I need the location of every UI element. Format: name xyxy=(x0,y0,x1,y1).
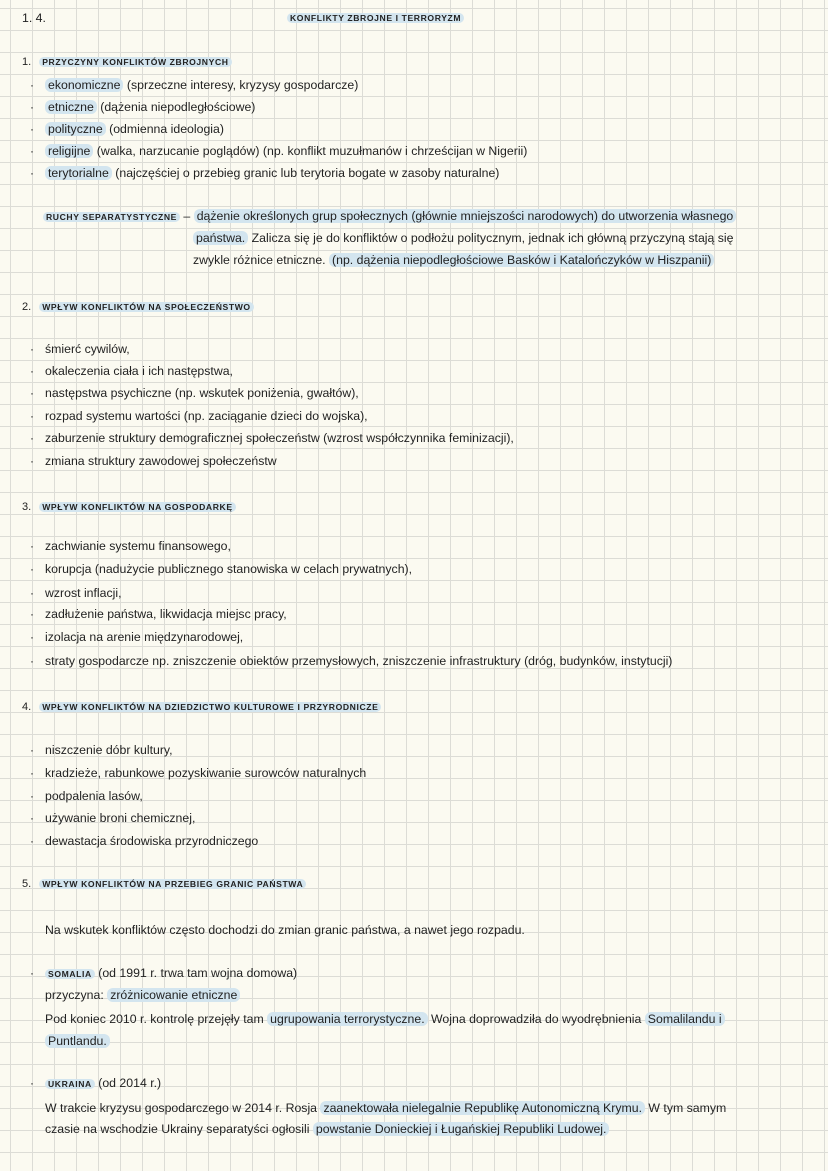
bullet-icon: · xyxy=(30,122,34,136)
list-item xyxy=(30,1075,162,1092)
highlighted-text: RUCHY SEPARATYSTYCZNE xyxy=(43,212,180,222)
text: podpalenia lasów, xyxy=(45,789,143,803)
highlighted-text: Somalilandu i xyxy=(645,1012,725,1026)
list-item xyxy=(30,585,122,601)
section-number: 2. xyxy=(22,301,32,313)
highlighted-text: terytorialne xyxy=(45,166,112,180)
bullet-icon: · xyxy=(30,342,34,356)
text: zwykle różnice etniczne. xyxy=(193,253,330,267)
text: W tym samym xyxy=(644,1101,727,1115)
text-line xyxy=(45,1121,609,1137)
bullet-icon: · xyxy=(30,431,34,445)
highlighted-text: zaanektowała nielegalnie Republikę Autonomiczną Krymu. xyxy=(320,1101,645,1115)
bullet-icon: · xyxy=(30,539,34,553)
highlighted-text: WPŁYW KONFLIKTÓW NA SPOŁECZEŃSTWO xyxy=(39,302,254,312)
highlighted-text: dążenie określonych grup społecznych (głównie mniejszości narodowych) do utworzenia własnego xyxy=(194,209,737,223)
text: zachwianie systemu finansowego, xyxy=(45,539,231,553)
list-item xyxy=(30,765,367,781)
text: 1. 4. xyxy=(22,11,46,25)
text: niszczenie dóbr kultury, xyxy=(45,743,173,757)
bullet-icon: · xyxy=(30,789,34,803)
list-item xyxy=(30,653,673,669)
bullet-icon: · xyxy=(30,100,34,114)
list-item xyxy=(30,561,413,577)
section-number: 1. xyxy=(22,56,32,68)
text-line xyxy=(193,230,734,246)
section-number: 5. xyxy=(22,878,32,890)
list-item xyxy=(30,788,143,804)
highlighted-text: (np. dążenia niepodległościowe Basków i Katalończyków w Hiszpanii) xyxy=(329,253,714,267)
text-line xyxy=(45,1033,110,1049)
list-item xyxy=(30,341,130,357)
highlighted-text: KONFLIKTY ZBROJNE I TERRORYZM xyxy=(287,13,464,23)
bullet-icon: · xyxy=(30,386,34,400)
text: Pod koniec 2010 r. kontrolę przejęły tam xyxy=(45,1012,268,1026)
list-item xyxy=(30,810,196,826)
list-item xyxy=(30,385,359,401)
section-number: 4. xyxy=(22,701,32,713)
text-line xyxy=(45,987,240,1003)
text: (najczęściej o przebieg granic lub terytoria bogate w zasoby naturalne) xyxy=(111,166,500,180)
list-item xyxy=(30,430,514,446)
section-heading xyxy=(22,299,254,315)
bullet-icon: · xyxy=(30,166,34,180)
text-line xyxy=(45,1011,725,1027)
text: korupcja (nadużycie publicznego stanowiska w celach prywatnych), xyxy=(45,562,413,576)
highlighted-text: SOMALIA xyxy=(45,969,95,979)
list-item xyxy=(30,453,277,469)
bullet-icon: · xyxy=(30,144,34,158)
text: czasie na wschodzie Ukrainy separatyści ogłosili xyxy=(45,1122,313,1136)
text: – xyxy=(180,209,194,223)
text: (dążenia niepodległościowe) xyxy=(96,100,256,114)
list-item xyxy=(30,99,256,115)
section-heading xyxy=(22,876,306,892)
bullet-icon: · xyxy=(30,454,34,468)
list-item xyxy=(30,606,287,622)
text: śmierć cywilów, xyxy=(45,342,130,356)
list-item xyxy=(30,742,173,758)
bullet-icon: · xyxy=(30,607,34,621)
bullet-icon: · xyxy=(30,766,34,780)
text: wzrost inflacji, xyxy=(45,586,122,600)
bullet-icon: · xyxy=(30,630,34,644)
text: (od 2014 r.) xyxy=(94,1076,162,1090)
bullet-icon: · xyxy=(30,586,34,600)
highlighted-text: powstanie Donieckiej i Ługańskiej Republiki Ludowej. xyxy=(313,1122,610,1136)
highlighted-text: WPŁYW KONFLIKTÓW NA DZIEDZICTWO KULTUROWE I PRZYRODNICZE xyxy=(39,702,381,712)
text-line xyxy=(193,252,714,268)
highlighted-text: ugrupowania terrorystyczne. xyxy=(267,1012,427,1026)
text: Wojna doprowadziła do wyodrębnienia xyxy=(427,1012,645,1026)
bullet-icon: · xyxy=(30,562,34,576)
page-title xyxy=(287,10,464,26)
highlighted-text: WPŁYW KONFLIKTÓW NA GOSPODARKĘ xyxy=(39,502,236,512)
text: zadłużenie państwa, likwidacja miejsc pracy, xyxy=(45,607,287,621)
highlighted-text: Puntlandu. xyxy=(45,1034,110,1048)
text-line xyxy=(45,922,525,938)
text: (od 1991 r. trwa tam wojna domowa) xyxy=(94,966,298,980)
list-item xyxy=(30,143,528,159)
list-item xyxy=(30,408,368,424)
highlighted-text: religijne xyxy=(45,144,93,158)
list-item xyxy=(30,363,233,379)
list-item xyxy=(30,538,231,554)
bullet-icon: · xyxy=(30,654,34,668)
list-item xyxy=(30,165,500,181)
section-heading xyxy=(22,54,232,70)
list-item xyxy=(30,833,259,849)
text-line xyxy=(43,208,736,225)
text: następstwa psychiczne (np. wskutek poniżenia, gwałtów), xyxy=(45,386,359,400)
text: W trakcie kryzysu gospodarczego w 2014 r. Rosja xyxy=(45,1101,321,1115)
list-item xyxy=(30,77,359,93)
text: Na wskutek konfliktów często dochodzi do zmian granic państwa, a nawet jego rozpadu. xyxy=(45,923,525,937)
list-item xyxy=(30,629,244,645)
bullet-icon: · xyxy=(30,78,34,92)
text: straty gospodarcze np. zniszczenie obiektów przemysłowych, zniszczenie infrastruktury (dróg, budynków, instytucji) xyxy=(45,654,673,668)
highlighted-text: PRZYCZYNY KONFLIKTÓW ZBROJNYCH xyxy=(39,57,231,67)
text: przyczyna: xyxy=(45,988,108,1002)
highlighted-text: ekonomiczne xyxy=(45,78,123,92)
section-number: 3. xyxy=(22,501,32,513)
text: używanie broni chemicznej, xyxy=(45,811,196,825)
text: (sprzeczne interesy, kryzysy gospodarcze) xyxy=(123,78,359,92)
text-line xyxy=(22,10,46,26)
highlighted-text: polityczne xyxy=(45,122,106,136)
bullet-icon: · xyxy=(30,743,34,757)
bullet-icon: · xyxy=(30,409,34,423)
text-line xyxy=(45,1100,726,1116)
bullet-icon: · xyxy=(30,834,34,848)
text: Zalicza się je do konfliktów o podłożu politycznym, jednak ich główną przyczyną stają się xyxy=(248,231,734,245)
bullet-icon: · xyxy=(30,811,34,825)
text: (odmienna ideologia) xyxy=(105,122,224,136)
bullet-icon: · xyxy=(30,364,34,378)
list-item xyxy=(30,121,224,137)
highlighted-text: UKRAINA xyxy=(45,1079,95,1089)
bullet-icon: · xyxy=(30,1076,34,1090)
list-item xyxy=(30,965,298,982)
highlighted-text: zróżnicowanie etniczne xyxy=(107,988,240,1002)
text: kradzieże, rabunkowe pozyskiwanie surowców naturalnych xyxy=(45,766,367,780)
highlighted-text: państwa. xyxy=(193,231,248,245)
text: izolacja na arenie międzynarodowej, xyxy=(45,630,244,644)
text: dewastacja środowiska przyrodniczego xyxy=(45,834,259,848)
highlighted-text: etniczne xyxy=(45,100,97,114)
bullet-icon: · xyxy=(30,966,34,980)
section-heading xyxy=(22,699,381,715)
section-heading xyxy=(22,499,236,515)
text: zmiana struktury zawodowej społeczeństw xyxy=(45,454,277,468)
text: (walka, narzucanie poglądów) (np. konflikt muzułmanów i chrześcijan w Nigerii) xyxy=(93,144,528,158)
text: okaleczenia ciała i ich następstwa, xyxy=(45,364,233,378)
highlighted-text: WPŁYW KONFLIKTÓW NA PRZEBIEG GRANIC PAŃSTWA xyxy=(39,879,306,889)
text: rozpad systemu wartości (np. zaciąganie dzieci do wojska), xyxy=(45,409,368,423)
text: zaburzenie struktury demograficznej społeczeństw (wzrost współczynnika feminizacji), xyxy=(45,431,514,445)
